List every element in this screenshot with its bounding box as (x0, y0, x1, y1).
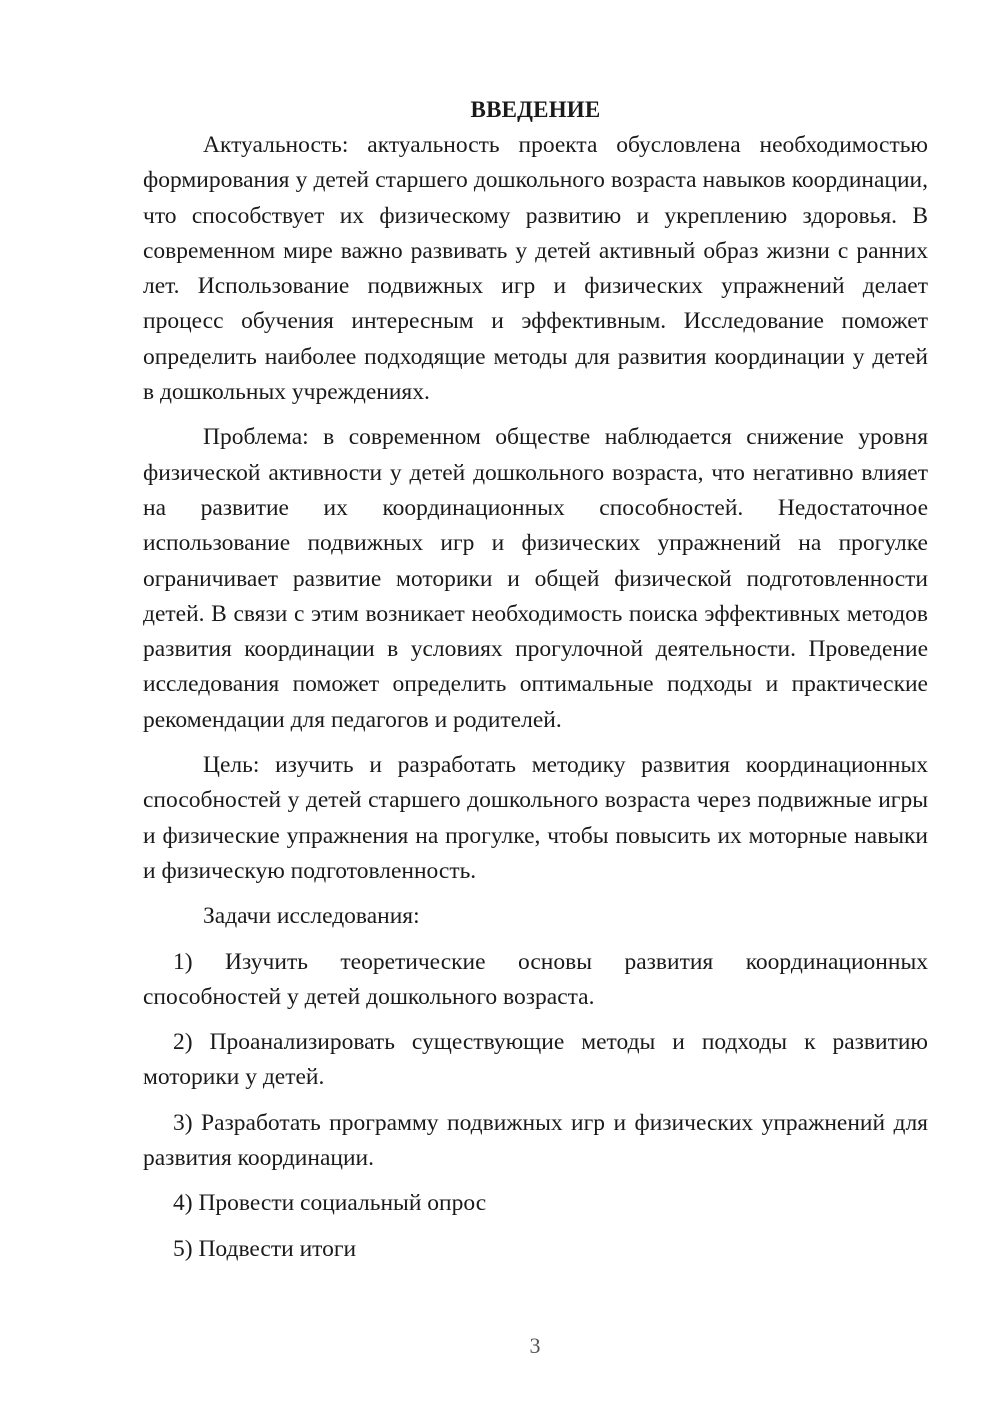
paragraph-relevance: Актуальность: актуальность проекта обусловлена необходимостью формирования у детей старшего дошкольного возраста навыков координации, что способствует их физическому развитию и укреплению здоровья. В современном мире важно развивать у детей активный образ жизни с ранних лет. Использование подвижных игр и физических упражнений делает процесс обучения интересным и эффективным. Исследование поможет определить наиболее подходящие методы для развития координации у детей в дошкольных учреждениях. (143, 132, 928, 406)
paragraph-goal: Цель: изучить и разработать методику развития координационных способностей у детей старшего дошкольного возраста через подвижные игры и физические упражнения на прогулке, чтобы повысить их моторные навыки и физическую подготовленность. (143, 752, 928, 884)
page-number: 3 (529, 1333, 541, 1358)
task-item: 5) Подвести итоги (173, 1235, 357, 1262)
task-item: 4) Провести социальный опрос (173, 1190, 487, 1217)
section-title: ВВЕДЕНИЕ (470, 97, 601, 122)
task-item: 1) Изучить теоретические основы развития координационных способностей у детей дошкольного возраста. (143, 948, 928, 1010)
tasks-heading: Задачи исследования: (203, 903, 420, 930)
paragraph-problem: Проблема: в современном обществе наблюдается снижение уровня физической активности у детей дошкольного возраста, что негативно влияет на развитие их координационных способностей. Недостаточное использование подвижных игр и физических упражнений на прогулке ограничивает развитие моторики и общей физической подготовленности детей. В связи с этим возникает необходимость поиска эффективных методов развития координации в условиях прогулочной деятельности. Проведение исследования поможет определить оптимальные подходы и практические рекомендации для педагогов и родителей. (143, 424, 928, 733)
task-item: 3) Разработать программу подвижных игр и физических упражнений для развития координации. (143, 1109, 928, 1172)
document-page (143, 92, 928, 1277)
task-item: 2) Проанализировать существующие методы и подходы к развитию моторики у детей. (143, 1029, 928, 1091)
